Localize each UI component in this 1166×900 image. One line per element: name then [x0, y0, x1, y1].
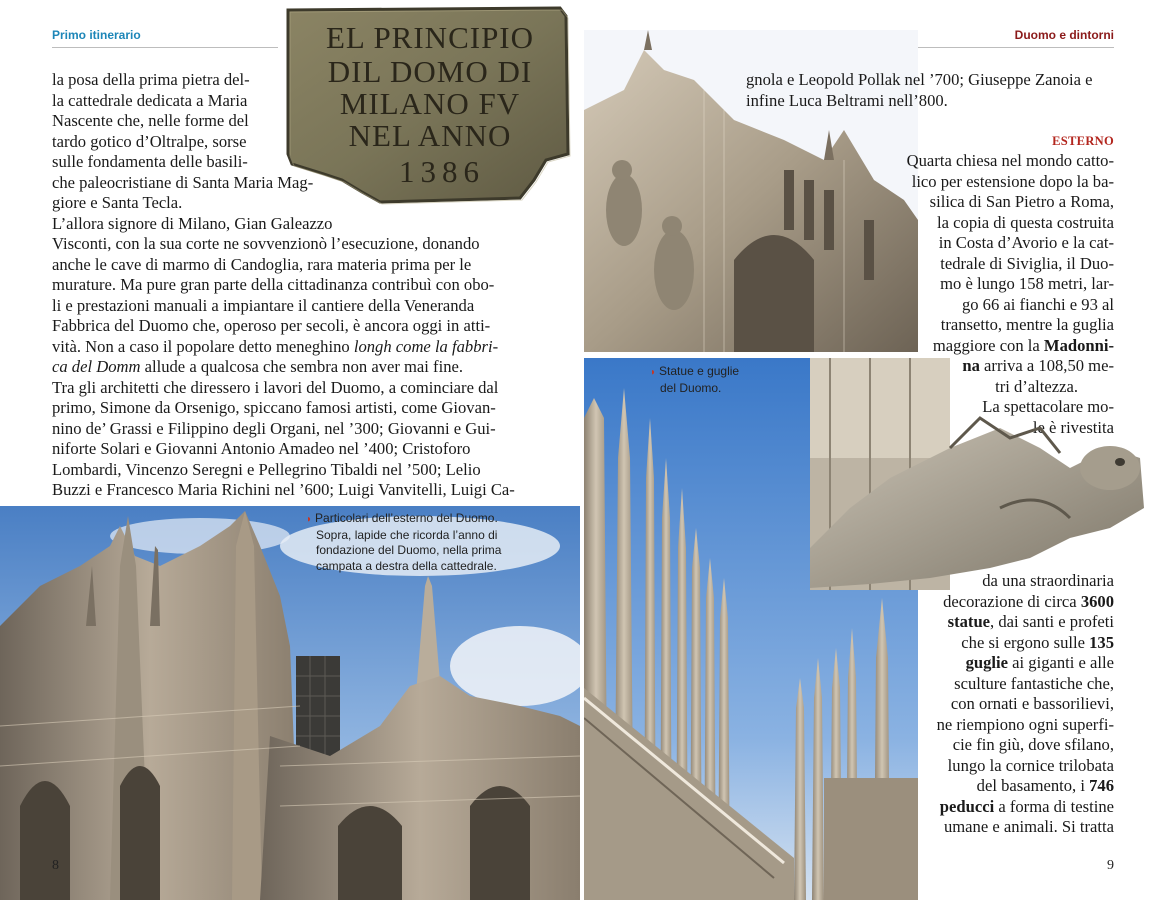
page-number-left: 8 [52, 858, 59, 873]
text-line: peducci a forma di testine [939, 796, 1114, 816]
text-line: li e prestazioni manuali a impiantare il cantiere della Veneranda [52, 295, 475, 315]
plaque-line-2: DIL DOMO DI [327, 54, 533, 89]
text-line: mo è lungo 158 metri, lar- [940, 274, 1114, 293]
bold-guglie: guglie [965, 653, 1009, 672]
text-line: lico per estensione dopo la ba- [911, 171, 1114, 191]
caption-left [306, 511, 526, 574]
text-line: del basamento, i 746 [976, 776, 1114, 795]
gargoyle-photo [810, 358, 1146, 590]
running-header-right: Duomo e dintorni [1014, 28, 1114, 42]
bold-746: 746 [1089, 776, 1114, 795]
text-line: cie fin giù, dove sfilano, [952, 735, 1114, 754]
text-line: in Costa d’Avorio e la cat- [938, 233, 1114, 252]
text-line: transetto, mentre la guglia [940, 315, 1114, 334]
text-line: statue, dai santi e profeti [947, 612, 1114, 631]
text-line: che si ergono sulle 135 [961, 632, 1114, 652]
text-line: decorazione di circa 3600 [943, 591, 1114, 611]
caption-line: ◗ Statue e guglie [650, 364, 740, 378]
bold-madonnina-cont: na [962, 356, 980, 375]
text-line: Nascente che, nelle forme del [52, 111, 249, 130]
foundation-plaque-photo [284, 4, 572, 206]
text-line: la posa della prima pietra del- [52, 70, 250, 89]
text-line: nino de’ Grassi e Filippino degli Organi, nel ’300; Giovanni e Gui- [52, 418, 496, 438]
text-line: Fabbrica del Duomo che, operoso per secoli, è ancora oggi in atti- [52, 316, 491, 335]
text-line: anche le cave di marmo di Candoglia, rara materia prima per le [52, 254, 472, 274]
plaque-line-4: NEL ANNO [348, 118, 512, 153]
caption-line: Sopra, lapide che ricorda l’anno di [316, 527, 498, 542]
text-line: sulle fondamenta delle basili- [52, 152, 248, 171]
text-line: guglie ai giganti e alle [965, 653, 1114, 672]
text-line: La spettacolare mo- [982, 397, 1114, 416]
text-line: primo, Simone da Orsenigo, spiccano famosi artisti, come Giovan- [52, 398, 496, 417]
text-line: maggiore con la Madonni- [932, 335, 1114, 355]
text-line: tri d’altezza. [995, 376, 1078, 396]
text-line: Visconti, con la sua corte ne sovvenzionò l’esecuzione, donando [52, 234, 480, 253]
italic-saying-cont: ca del Domm [52, 357, 141, 376]
text-line: che paleocristiane di Santa Maria Mag- [52, 172, 314, 192]
text-line: Buzzi e Francesco Maria Richini nel ’600; Luigi Vanvitelli, Luigi Ca- [52, 480, 515, 499]
section-title-esterno: ESTERNO [1052, 134, 1114, 148]
plaque-line-5: 1386 [399, 154, 485, 189]
text-line: ca del Domm allude a qualcosa che sembra non aver mai fine. [52, 357, 464, 376]
text-line: da una straordinaria [982, 571, 1114, 590]
text-line: infine Luca Beltrami nell’800. [746, 90, 948, 110]
italic-saying: longh come la fabbri- [353, 336, 499, 356]
caption-right [650, 364, 760, 396]
bold-135: 135 [1089, 632, 1114, 652]
caption-line: ◗ Particolari dell’esterno del Duomo. [306, 511, 498, 525]
caption-line: fondazione del Duomo, nella prima [316, 543, 502, 557]
bold-peducci: peducci [939, 796, 995, 816]
triangle-marker-icon: ◗ [306, 514, 313, 525]
text-line: gnola e Leopold Pollak nel ’700; Giuseppe Zanoia e [746, 70, 1093, 89]
text-line: sculture fantastiche che, [954, 673, 1114, 693]
caption-line: del Duomo. [660, 380, 722, 395]
text-line: tedrale di Siviglia, il Duo- [940, 253, 1114, 273]
plaque-line-1: EL PRINCIPIO [325, 20, 535, 55]
header-rule-left [52, 47, 278, 48]
text-line: murature. Ma pure gran parte della cittadinanza contribuì con obo- [52, 275, 495, 294]
text-line: go 66 ai fianchi e 93 al [961, 294, 1114, 314]
page-number-right: 9 [1107, 858, 1114, 873]
caption-line: campata a destra della cattedrale. [316, 558, 497, 573]
text-line: ne riempiono ogni superfi- [936, 714, 1114, 734]
text-line: lungo la cornice trilobata [947, 755, 1114, 775]
text-line: niforte Solari e Giovanni Antonio Amadeo nel ’400; Cristoforo [52, 439, 471, 458]
text-line: con ornati e bassorilievi, [950, 694, 1114, 713]
text-line: tardo gotico d’Oltralpe, sorse [52, 131, 247, 151]
running-header-left: Primo itinerario [52, 28, 141, 42]
text-line: Quarta chiesa nel mondo catto- [906, 151, 1114, 170]
triangle-marker-icon: ◗ [650, 367, 657, 378]
text-line: umane e animali. Si tratta [943, 817, 1114, 836]
text-line: na arriva a 108,50 me- [962, 356, 1114, 375]
bold-3600: 3600 [1080, 591, 1114, 611]
text-line: L’allora signore di Milano, Gian Galeazzo [52, 213, 333, 233]
text-line: silica di San Pietro a Roma, [929, 192, 1114, 211]
text-line: Tra gli architetti che diressero i lavori del Duomo, a cominciare dal [52, 377, 499, 397]
text-line: le è rivestita [1032, 417, 1114, 437]
bold-madonnina: Madonni- [1043, 335, 1114, 355]
plaque-line-3: MILANO FV [339, 86, 521, 121]
text-line: la copia di questa costruita [937, 212, 1114, 232]
text-line: la cattedrale dedicata a Maria [52, 90, 248, 110]
bold-statue: statue [947, 612, 991, 631]
text-line: Lombardi, Vincenzo Seregni e Pellegrino Tibaldi nel ’500; Lelio [52, 459, 481, 479]
text-line: vità. Non a caso il popolare detto meneghino longh come la fabbri- [52, 336, 499, 356]
text-line: giore e Santa Tecla. [52, 193, 183, 212]
